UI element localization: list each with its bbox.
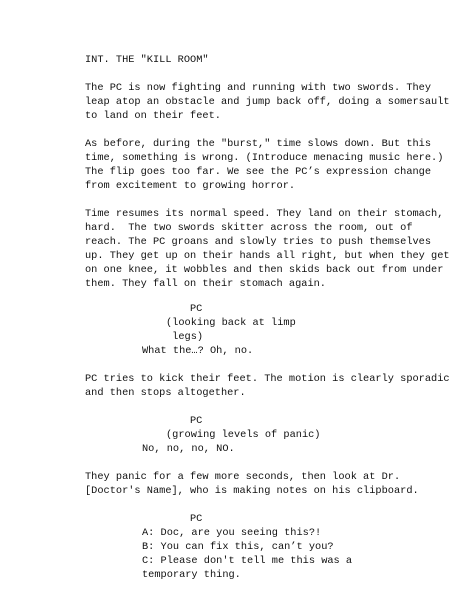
- action-paragraph: Time resumes its normal speed. They land on their stomach, hard. The two swords skitter across the room, out of reach. The PC groans and slowly tries to push themselves up. They get up on their hands all right, but when they get on one knee, it wobbles and then skids back out from under them. They fall on their stomach again.: [85, 208, 450, 291]
- parenthetical: (growing levels of panic): [166, 429, 321, 441]
- action-paragraph: They panic for a few more seconds, then look at Dr. [Doctor's Name], who is making notes on his clipboard.: [85, 471, 419, 498]
- character-name: PC: [190, 513, 203, 525]
- scene-heading: INT. THE "KILL ROOM": [85, 54, 209, 66]
- action-paragraph: As before, during the "burst," time slows down. But this time, something is wrong. (Introduce menacing music here.) The flip goes too far. We see the PC’s expression change from excitement to growing horror.: [85, 138, 444, 193]
- character-name: PC: [190, 303, 203, 315]
- parenthetical: (looking back at limp legs): [166, 317, 296, 344]
- dialogue: A: Doc, are you seeing this?! B: You can fix this, can’t you? C: Please don't tell me this was a temporary thing.: [142, 527, 353, 582]
- action-paragraph: PC tries to kick their feet. The motion is clearly sporadic and then stops altogether.: [85, 373, 450, 400]
- dialogue: No, no, no, NO.: [142, 443, 235, 455]
- character-name: PC: [190, 415, 203, 427]
- dialogue: What the…? Oh, no.: [142, 345, 254, 357]
- action-paragraph: The PC is now fighting and running with two swords. They leap atop an obstacle and jump back off, doing a somersault to land on their feet.: [85, 82, 450, 123]
